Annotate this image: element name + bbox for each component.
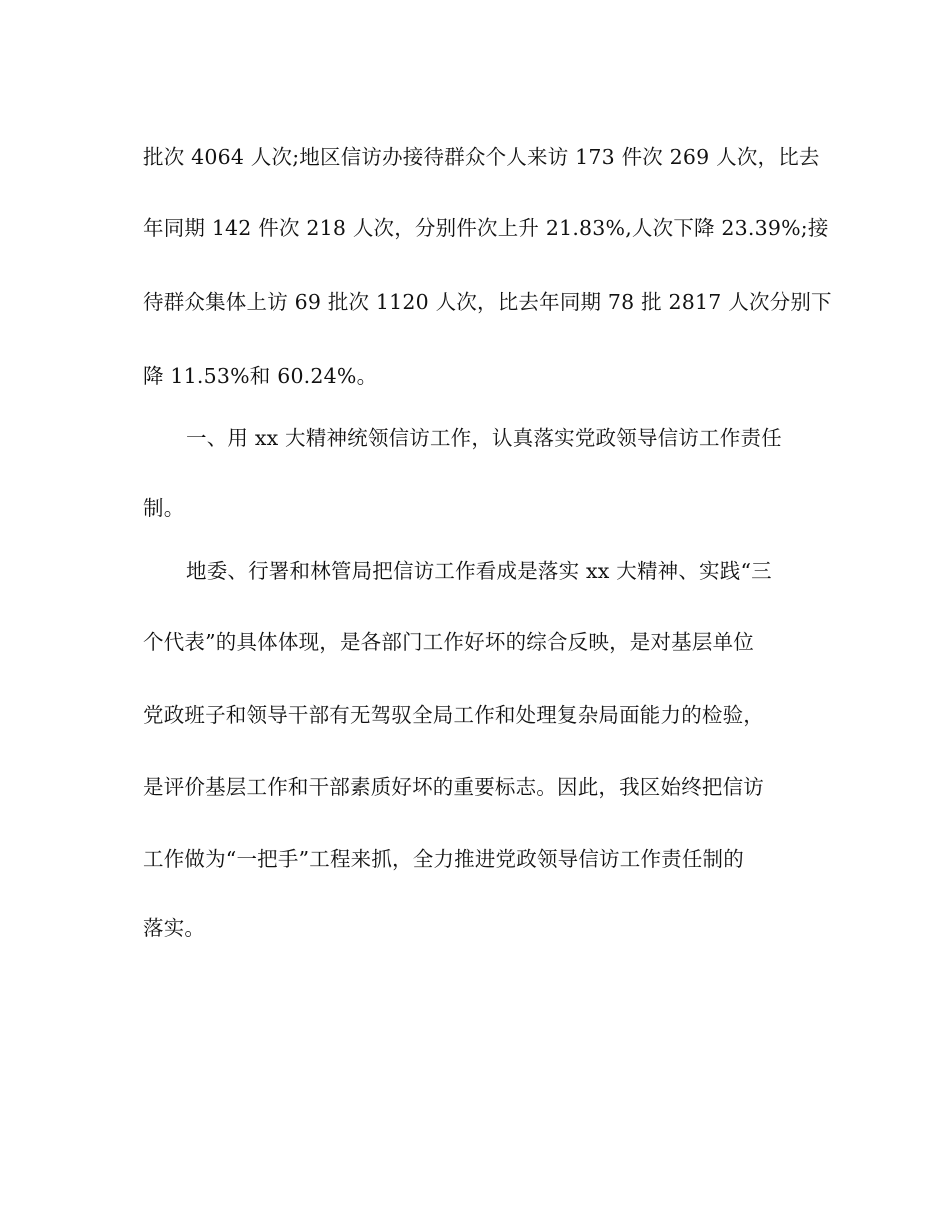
- text-line: 降 11.53%和 60.24%。: [143, 364, 378, 388]
- text-line: 工作做为“一把手”工程来抓，全力推进党政领导信访工作责任制的: [143, 847, 744, 871]
- text-line: 批次 4064 人次;地区信访办接待群众个人来访 173 件次 269 人次，比去: [143, 145, 820, 169]
- section-heading-line: 制。: [143, 496, 185, 520]
- text-line: 党政班子和领导干部有无驾驭全局工作和处理复杂局面能力的检验，: [143, 703, 764, 727]
- text-line: 地委、行署和林管局把信访工作看成是落实 xx 大精神、实践“三: [186, 559, 772, 583]
- section-heading-line: 一、用 xx 大精神统领信访工作，认真落实党政领导信访工作责任: [186, 426, 782, 450]
- text-line: 落实。: [143, 916, 206, 940]
- text-line: 个代表”的具体体现，是各部门工作好坏的综合反映，是对基层单位: [143, 630, 754, 654]
- text-line: 年同期 142 件次 218 人次，分别件次上升 21.83%,人次下降 23.39%;接: [143, 216, 829, 240]
- text-line: 是评价基层工作和干部素质好坏的重要标志。因此，我区始终把信访: [143, 775, 764, 799]
- text-line: 待群众集体上访 69 批次 1120 人次，比去年同期 78 批 2817 人次分别下: [143, 290, 832, 314]
